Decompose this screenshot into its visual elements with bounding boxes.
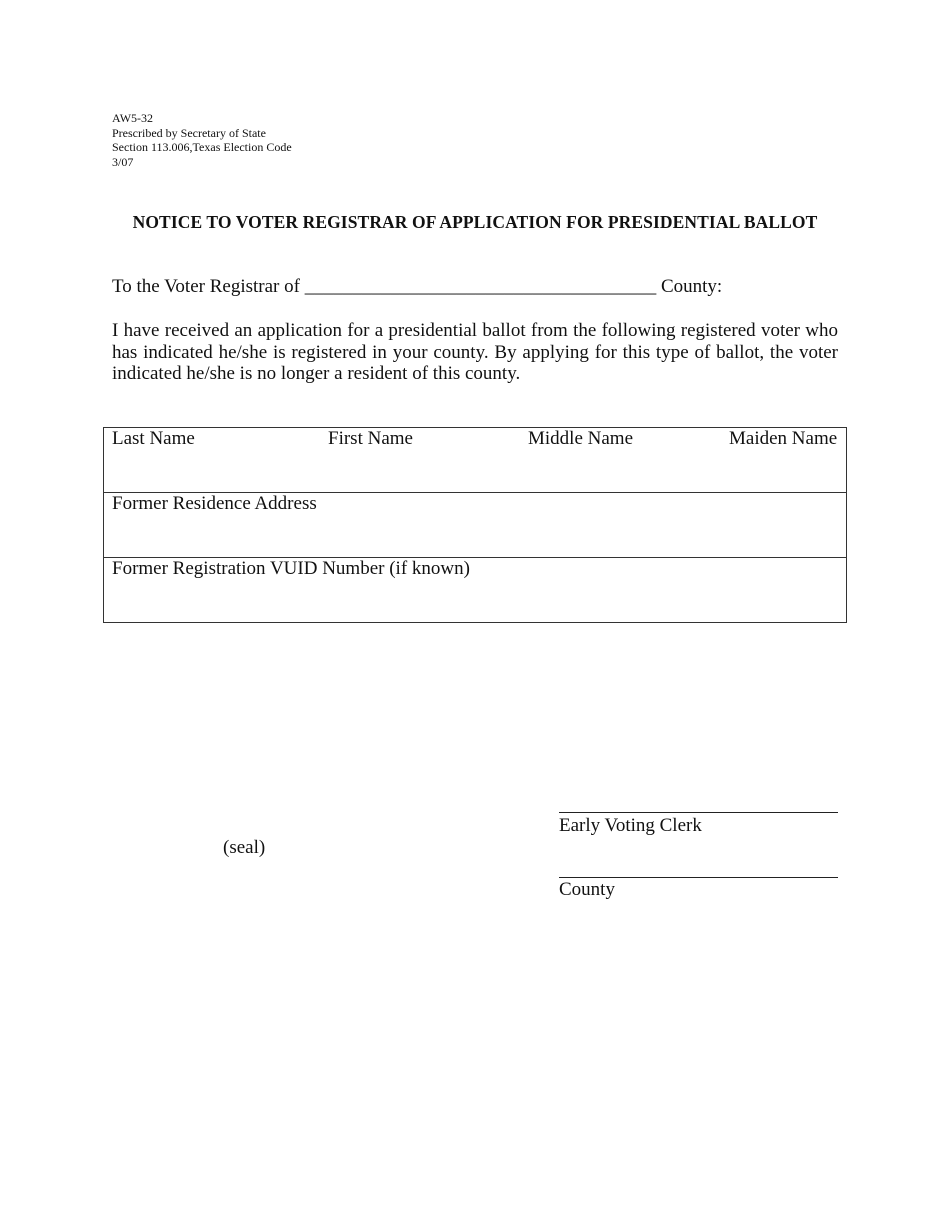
registrar-line bbox=[112, 276, 722, 298]
revision-date: 3/07 bbox=[112, 154, 134, 169]
body-paragraph: I have received an application for a presidential ballot from the following registered voter who has indicated he/she is registered in your county. By applying for this type of ballot, the voter indicated he/she is no longer a resident of this county. bbox=[112, 320, 838, 384]
form-number: AW5-32 bbox=[112, 111, 154, 125]
former-address-label: Former Residence Address bbox=[112, 493, 317, 514]
county-signature-line[interactable] bbox=[559, 877, 838, 878]
first-name-label: First Name bbox=[328, 428, 413, 449]
voter-info-table bbox=[103, 427, 847, 623]
prescribed-by: Prescribed by Secretary of State bbox=[112, 125, 266, 140]
page-title: NOTICE TO VOTER REGISTRAR OF APPLICATION FOR PRESIDENTIAL BALLOT bbox=[132, 212, 818, 232]
vuid-row[interactable] bbox=[104, 558, 846, 622]
county-label: County bbox=[559, 879, 615, 900]
registrar-suffix: County: bbox=[660, 276, 723, 297]
form-header bbox=[112, 111, 292, 169]
clerk-label: Early Voting Clerk bbox=[559, 815, 702, 836]
seal-label: (seal) bbox=[223, 837, 266, 858]
middle-name-label: Middle Name bbox=[528, 428, 634, 449]
clerk-signature-line[interactable] bbox=[559, 812, 838, 813]
county-blank-field[interactable]: _____________________________________ bbox=[304, 276, 657, 297]
maiden-name-label: Maiden Name bbox=[729, 428, 838, 449]
registrar-prefix: To the Voter Registrar of bbox=[112, 276, 300, 297]
vuid-label: Former Registration VUID Number (if known) bbox=[112, 558, 470, 579]
last-name-label: Last Name bbox=[112, 428, 195, 449]
voter-name-row[interactable] bbox=[104, 428, 846, 493]
code-section: Section 113.006,Texas Election Code bbox=[112, 140, 292, 154]
former-address-row[interactable] bbox=[104, 493, 846, 558]
